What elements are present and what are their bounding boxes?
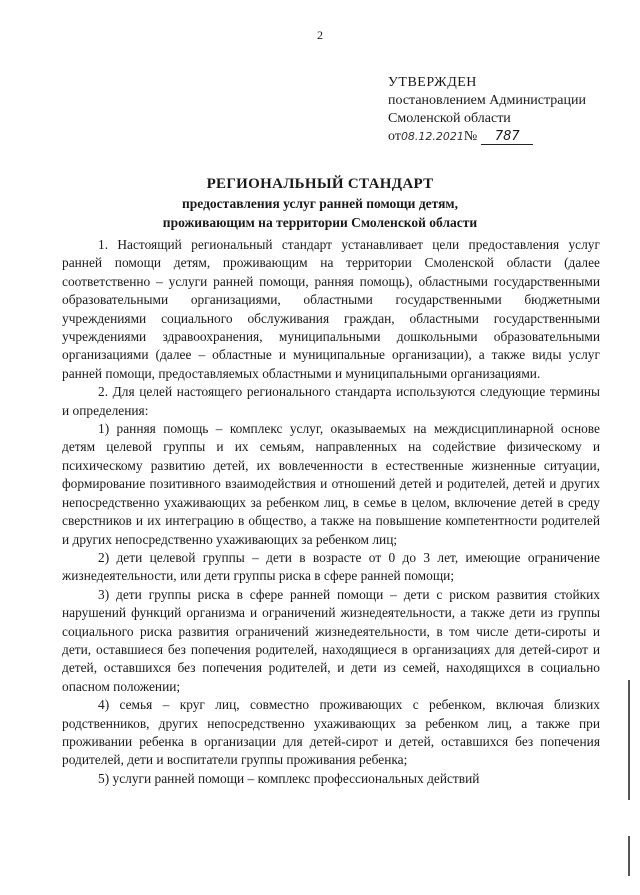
document-body bbox=[62, 236, 600, 788]
approval-block bbox=[388, 74, 586, 146]
approval-date-line bbox=[388, 128, 586, 146]
document-title: РЕГИОНАЛЬНЫЙ СТАНДАРТ bbox=[206, 176, 434, 192]
paragraph-1: 1. Настоящий региональный стандарт устанавливает цели предоставления услуг ранней помощи детям, проживающим на территории Смоленской области (далее соответственно – услуги ранней помощи, ранняя помощь), областными государственными образовательными организациями, областными государственными бюджетными учреждениями социального обслуживания граждан, областными государственными учреждениями здравоохранения, муниципальными дошкольными образовательными организациями (далее – областные и муниципальные организации), а также виды услуг ранней помощи, предоставляемых областными и муниципальными организациями. bbox=[62, 237, 600, 381]
paragraph-definition-3: 3) дети группы риска в сфере ранней помощи – дети с риском развития стойких нарушений функций организма и ограничений жизнедеятельности, а также дети из группы социального риска развития ограничений жизнедеятельности, в том числе дети-сироты и дети, оставшиеся без попечения родителей, находящиеся в организациях для детей-сирот и детей, оставшихся без попечения родителей, и дети из семей, находящихся в социально опасном положении; bbox=[62, 586, 600, 694]
approval-line-2: Смоленской области bbox=[388, 111, 511, 126]
approval-line-1: постановлением Администрации bbox=[388, 93, 586, 108]
scan-margin-mark bbox=[628, 836, 630, 876]
paragraph-definition-1: 1) ранняя помощь – комплекс услуг, оказываемых на междисциплинарной основе детям целевой группы и их семьям, направленных на содействие физическому и психическому развитию детей, их вовлеченности в естественные жизненные ситуации, формирование позитивного взаимодействия и отношений детей и родителей, детей и других непосредственно ухаживающих за ребенком лиц, в семье в целом, включение детей в среду сверстников и их интеграцию в общество, а также на повышение компетентности родителей и других непосредственно ухаживающих за ребенком лиц; bbox=[62, 421, 600, 547]
handwritten-date: 08.12.2021 bbox=[400, 130, 464, 143]
page-number: 2 bbox=[317, 28, 323, 42]
document-subtitle-2: проживающим на территории Смоленской области bbox=[162, 215, 478, 230]
paragraph-definition-5: 5) услуги ранней помощи – комплекс профессиональных действий bbox=[98, 770, 480, 786]
document-heading bbox=[0, 174, 640, 232]
document-subtitle-1: предоставления услуг ранней помощи детям, bbox=[182, 196, 458, 211]
paragraph-definition-4: 4) семья – круг лиц, совместно проживающих с ребенком, включая близких родственников, других непосредственно ухаживающих за ребенком лиц, а также при проживании ребенка в организации для детей-сирот и детей, оставшихся без попечения родителей, дети и воспитатели группы проживания ребенка; bbox=[62, 697, 600, 768]
scan-margin-mark bbox=[628, 680, 630, 800]
number-prefix: № bbox=[463, 129, 478, 144]
approval-title: УТВЕРЖДЕН bbox=[388, 75, 477, 90]
date-prefix: от bbox=[388, 129, 401, 144]
paragraph-2: 2. Для целей настоящего регионального стандарта используются следующие термины и определения: bbox=[62, 384, 600, 418]
handwritten-number: 787 bbox=[481, 130, 533, 145]
paragraph-definition-2: 2) дети целевой группы – дети в возрасте от 0 до 3 лет, имеющие ограничение жизнедеятельности, или дети группы риска в сфере ранней помощи; bbox=[62, 549, 600, 584]
